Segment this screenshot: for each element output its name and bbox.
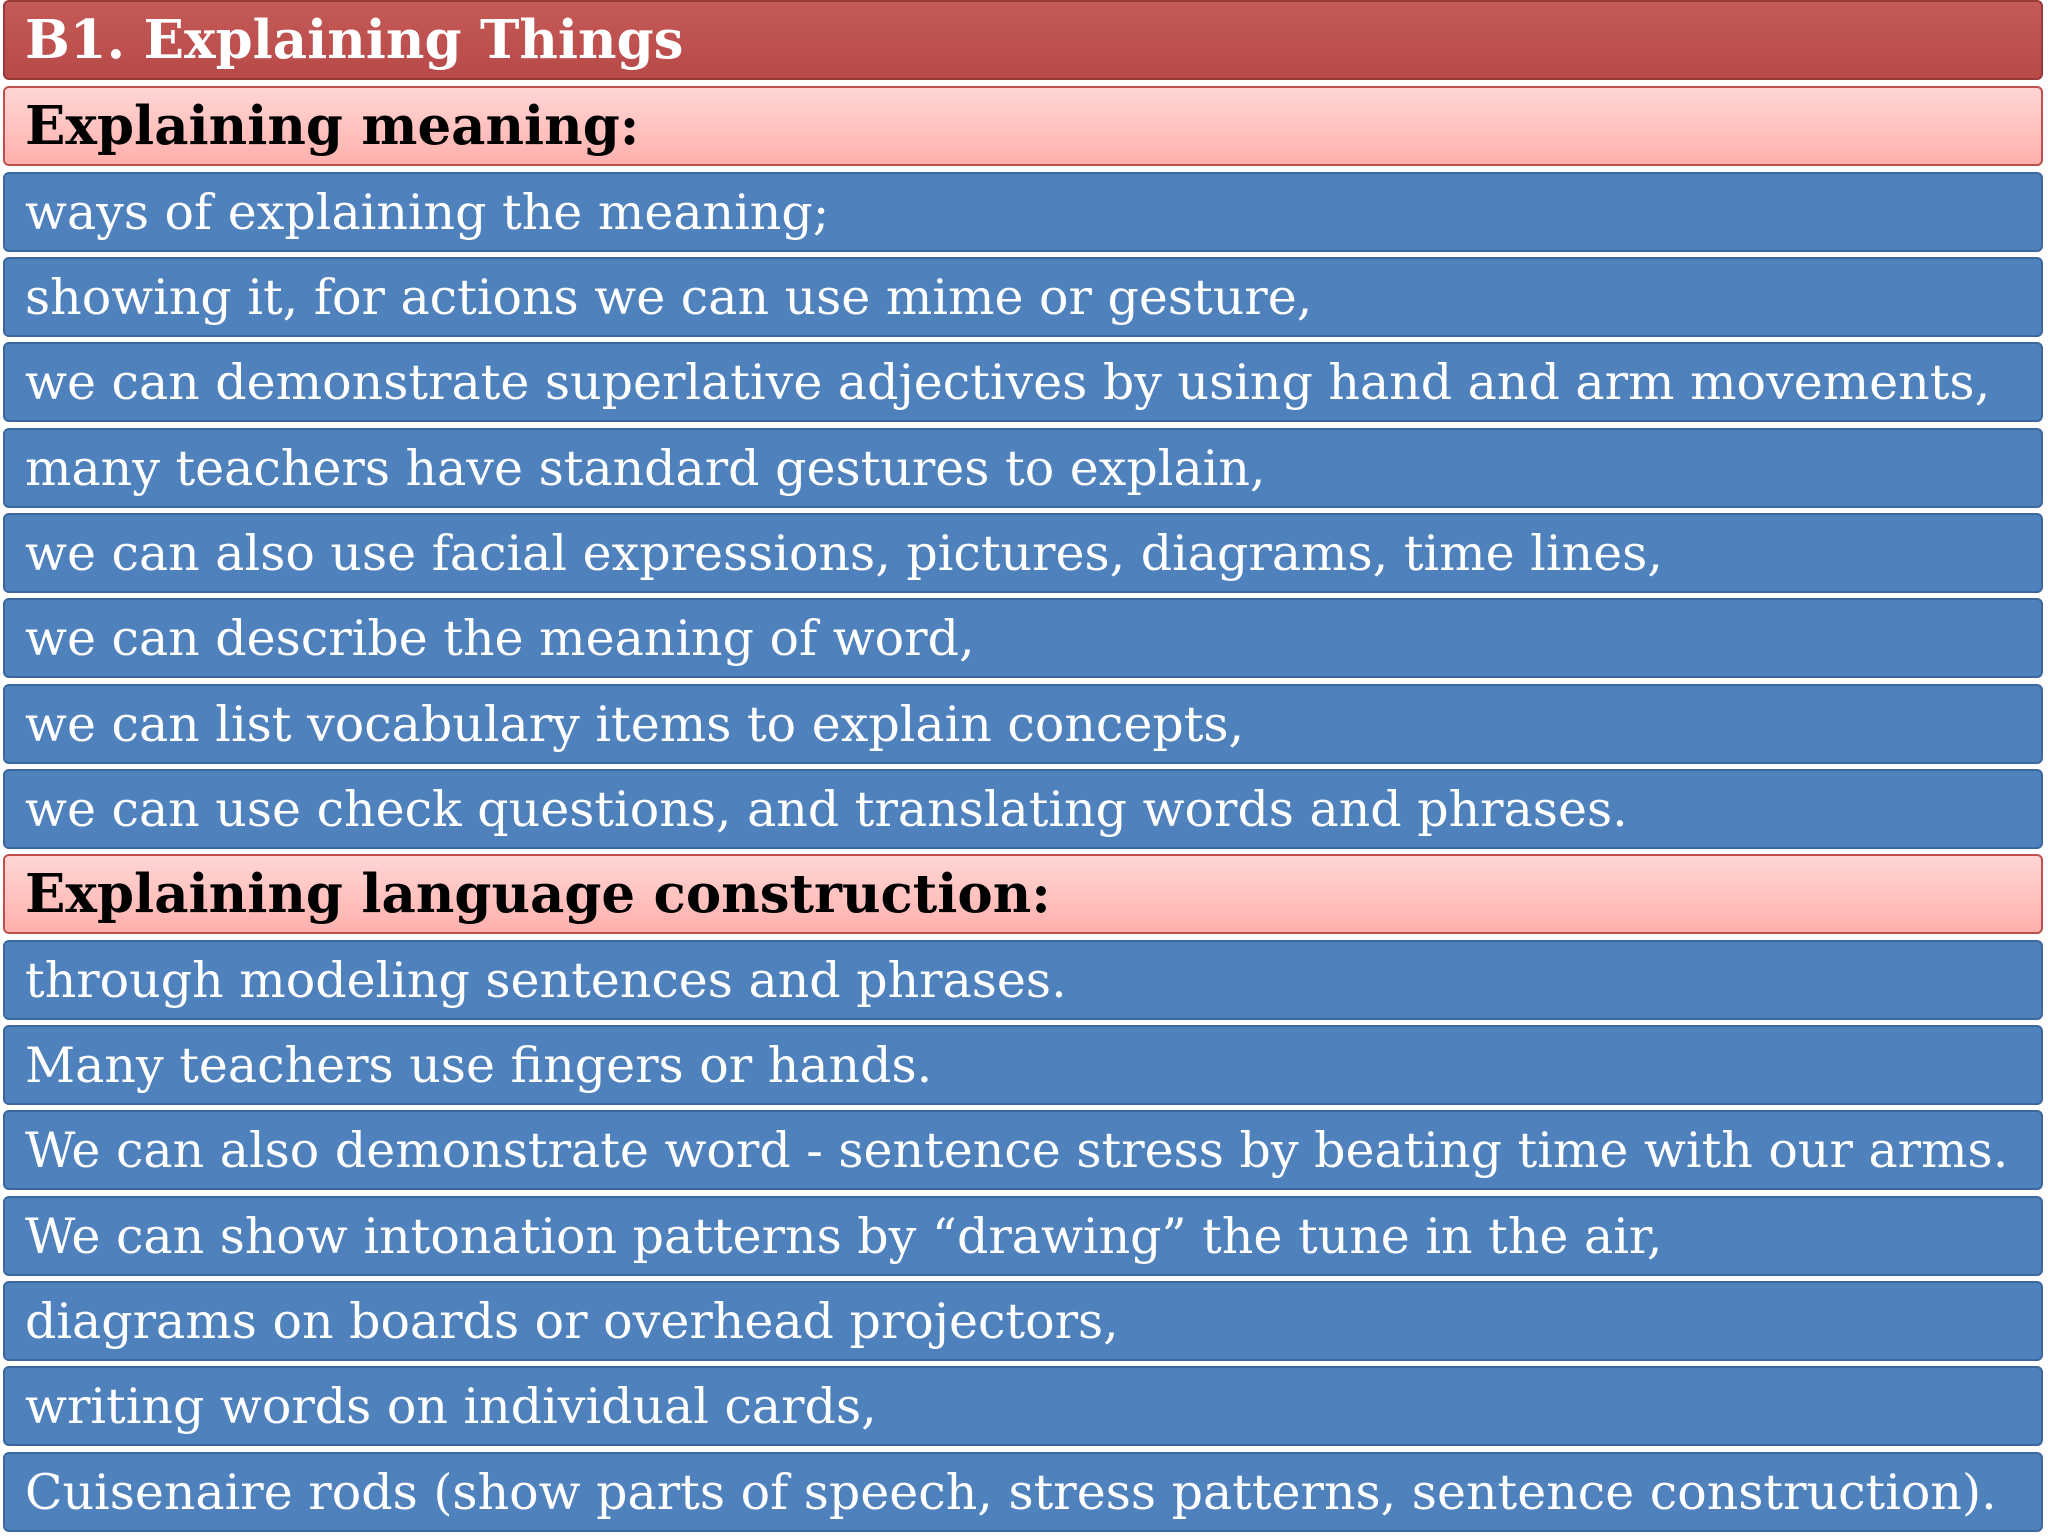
section-heading-construction: Explaining language construction: — [3, 854, 2043, 934]
slide-title: B1. Explaining Things — [3, 0, 2043, 80]
list-item: writing words on individual cards, — [3, 1366, 2043, 1446]
list-item: Cuisenaire rods (show parts of speech, stress patterns, sentence construction). — [3, 1452, 2043, 1532]
list-item: We can show intonation patterns by “drawing” the tune in the air, — [3, 1196, 2043, 1276]
list-item: ways of explaining the meaning; — [3, 172, 2043, 252]
list-item: we can also use facial expressions, pictures, diagrams, time lines, — [3, 513, 2043, 593]
list-item: We can also demonstrate word - sentence stress by beating time with our arms. — [3, 1110, 2043, 1190]
list-item: through modeling sentences and phrases. — [3, 940, 2043, 1020]
list-item: diagrams on boards or overhead projectors, — [3, 1281, 2043, 1361]
list-item: Many teachers use fingers or hands. — [3, 1025, 2043, 1105]
list-item: showing it, for actions we can use mime or gesture, — [3, 257, 2043, 337]
list-item: many teachers have standard gestures to explain, — [3, 428, 2043, 508]
list-item: we can use check questions, and translating words and phrases. — [3, 769, 2043, 849]
list-item: we can list vocabulary items to explain concepts, — [3, 684, 2043, 764]
list-item: we can describe the meaning of word, — [3, 598, 2043, 678]
section-heading-meaning: Explaining meaning: — [3, 86, 2043, 166]
list-item: we can demonstrate superlative adjectives by using hand and arm movements, — [3, 342, 2043, 422]
